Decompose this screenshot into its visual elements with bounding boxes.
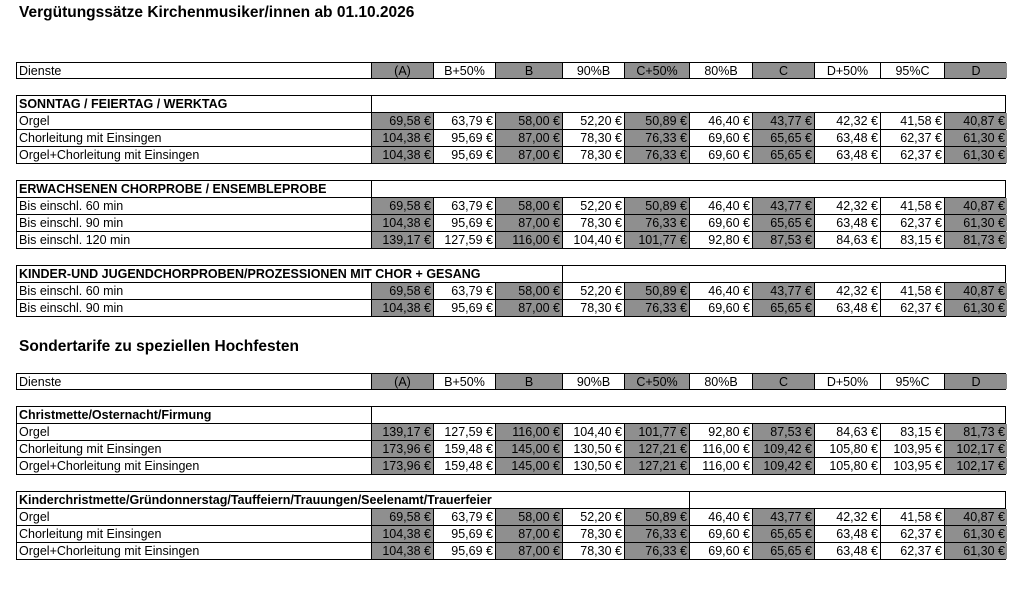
rate-cell: 43,77 € bbox=[753, 283, 815, 299]
rate-cell: 69,58 € bbox=[372, 283, 434, 299]
rate-cell: 159,48 € bbox=[434, 441, 496, 457]
rate-cell: 84,63 € bbox=[815, 424, 881, 440]
rate-cell: 104,40 € bbox=[563, 232, 625, 248]
rate-cell: 109,42 € bbox=[753, 441, 815, 457]
rate-cell: 87,00 € bbox=[496, 526, 563, 542]
table1-header-col-9: 95%C bbox=[881, 63, 945, 78]
rate-cell: 63,79 € bbox=[434, 509, 496, 525]
row-label: Chorleitung mit Einsingen bbox=[17, 130, 372, 146]
rate-cell: 130,50 € bbox=[563, 441, 625, 457]
table-row bbox=[16, 198, 1006, 215]
row-label: Orgel bbox=[17, 509, 372, 525]
table1-header-col-10: D bbox=[945, 63, 1007, 78]
rate-cell: 78,30 € bbox=[563, 300, 625, 316]
rate-cell: 95,69 € bbox=[434, 130, 496, 146]
table1-header-row bbox=[16, 62, 1006, 79]
rate-cell: 127,21 € bbox=[625, 441, 690, 457]
rate-cell: 83,15 € bbox=[881, 232, 945, 248]
rate-cell: 87,53 € bbox=[753, 424, 815, 440]
rate-cell: 41,58 € bbox=[881, 509, 945, 525]
table2-header-col-5: C+50% bbox=[625, 374, 690, 389]
rate-cell: 43,77 € bbox=[753, 509, 815, 525]
table-row bbox=[16, 424, 1006, 441]
rate-cell: 42,32 € bbox=[815, 283, 881, 299]
rate-cell: 58,00 € bbox=[496, 509, 563, 525]
rate-cell: 41,58 € bbox=[881, 283, 945, 299]
rate-cell: 81,73 € bbox=[945, 424, 1007, 440]
rate-cell: 145,00 € bbox=[496, 458, 563, 474]
table2-header-col-6: 80%B bbox=[690, 374, 753, 389]
table2-header-col-8: D+50% bbox=[815, 374, 881, 389]
rate-cell: 52,20 € bbox=[563, 509, 625, 525]
rate-cell: 40,87 € bbox=[945, 283, 1007, 299]
rate-cell: 69,60 € bbox=[690, 147, 753, 163]
table1-1-section-title: SONNTAG / FEIERTAG / WERKTAG bbox=[17, 96, 372, 112]
rate-cell: 65,65 € bbox=[753, 543, 815, 559]
rate-cell: 46,40 € bbox=[690, 283, 753, 299]
rate-cell: 63,79 € bbox=[434, 113, 496, 129]
rate-cell: 109,42 € bbox=[753, 458, 815, 474]
rate-cell: 87,53 € bbox=[753, 232, 815, 248]
rate-cell: 92,80 € bbox=[690, 424, 753, 440]
table2-header-col-9: 95%C bbox=[881, 374, 945, 389]
rate-cell: 50,89 € bbox=[625, 198, 690, 214]
rate-cell: 61,30 € bbox=[945, 526, 1007, 542]
rate-cell: 101,77 € bbox=[625, 424, 690, 440]
section-subtitle: Sondertarife zu speziellen Hochfesten bbox=[19, 338, 299, 355]
rate-cell: 105,80 € bbox=[815, 458, 881, 474]
table-row bbox=[16, 232, 1006, 249]
rate-cell: 69,60 € bbox=[690, 526, 753, 542]
table2-header-col-3: B bbox=[496, 374, 563, 389]
row-label: Orgel bbox=[17, 424, 372, 440]
rate-cell: 127,21 € bbox=[625, 458, 690, 474]
rate-cell: 69,58 € bbox=[372, 113, 434, 129]
table1-3-section-title-row bbox=[16, 265, 1006, 283]
rate-cell: 58,00 € bbox=[496, 283, 563, 299]
rate-cell: 69,58 € bbox=[372, 509, 434, 525]
table2-header-col-4: 90%B bbox=[563, 374, 625, 389]
rate-cell: 95,69 € bbox=[434, 300, 496, 316]
rate-cell: 76,33 € bbox=[625, 543, 690, 559]
rate-cell: 130,50 € bbox=[563, 458, 625, 474]
table1-header-col-6: 80%B bbox=[690, 63, 753, 78]
table1-header-col-7: C bbox=[753, 63, 815, 78]
rate-cell: 50,89 € bbox=[625, 113, 690, 129]
rate-cell: 173,96 € bbox=[372, 441, 434, 457]
rate-cell: 87,00 € bbox=[496, 147, 563, 163]
rate-cell: 63,79 € bbox=[434, 198, 496, 214]
rate-cell: 145,00 € bbox=[496, 441, 563, 457]
row-label: Orgel+Chorleitung mit Einsingen bbox=[17, 543, 372, 559]
table-row bbox=[16, 300, 1006, 317]
rate-cell: 173,96 € bbox=[372, 458, 434, 474]
rate-cell: 63,48 € bbox=[815, 215, 881, 231]
rate-cell: 65,65 € bbox=[753, 300, 815, 316]
rate-cell: 62,37 € bbox=[881, 300, 945, 316]
rate-cell: 58,00 € bbox=[496, 113, 563, 129]
rate-cell: 92,80 € bbox=[690, 232, 753, 248]
rate-cell: 87,00 € bbox=[496, 543, 563, 559]
rate-cell: 40,87 € bbox=[945, 509, 1007, 525]
table-row bbox=[16, 147, 1006, 164]
rate-cell: 78,30 € bbox=[563, 526, 625, 542]
rate-cell: 104,38 € bbox=[372, 147, 434, 163]
rate-cell: 61,30 € bbox=[945, 300, 1007, 316]
rate-cell: 63,48 € bbox=[815, 130, 881, 146]
row-label: Bis einschl. 60 min bbox=[17, 283, 372, 299]
rate-cell: 62,37 € bbox=[881, 526, 945, 542]
page-title: Vergütungssätze Kirchenmusiker/innen ab 01.10.2026 bbox=[19, 4, 415, 21]
rate-cell: 84,63 € bbox=[815, 232, 881, 248]
table-row bbox=[16, 215, 1006, 232]
row-label: Orgel+Chorleitung mit Einsingen bbox=[17, 147, 372, 163]
table1-header-col-5: C+50% bbox=[625, 63, 690, 78]
rate-cell: 63,48 € bbox=[815, 147, 881, 163]
table-row bbox=[16, 441, 1006, 458]
rate-cell: 78,30 € bbox=[563, 215, 625, 231]
row-label: Bis einschl. 90 min bbox=[17, 215, 372, 231]
table2-header-col-7: C bbox=[753, 374, 815, 389]
table-row bbox=[16, 458, 1006, 475]
rate-cell: 103,95 € bbox=[881, 458, 945, 474]
rate-cell: 95,69 € bbox=[434, 543, 496, 559]
rate-cell: 63,48 € bbox=[815, 526, 881, 542]
rate-cell: 43,77 € bbox=[753, 113, 815, 129]
rate-cell: 81,73 € bbox=[945, 232, 1007, 248]
row-label: Orgel bbox=[17, 113, 372, 129]
rate-cell: 127,59 € bbox=[434, 232, 496, 248]
rate-cell: 65,65 € bbox=[753, 147, 815, 163]
table-row bbox=[16, 113, 1006, 130]
rate-cell: 116,00 € bbox=[496, 232, 563, 248]
rate-cell: 139,17 € bbox=[372, 424, 434, 440]
row-label: Orgel+Chorleitung mit Einsingen bbox=[17, 458, 372, 474]
rate-cell: 63,48 € bbox=[815, 543, 881, 559]
table1-header-col-1: (A) bbox=[372, 63, 434, 78]
rate-cell: 40,87 € bbox=[945, 198, 1007, 214]
rate-cell: 76,33 € bbox=[625, 215, 690, 231]
table2-header-label: Dienste bbox=[17, 374, 372, 389]
rate-cell: 41,58 € bbox=[881, 198, 945, 214]
rate-cell: 46,40 € bbox=[690, 198, 753, 214]
table1-2-section-title-row bbox=[16, 180, 1006, 198]
table2-1-section-title: Christmette/Osternacht/Firmung bbox=[17, 407, 372, 423]
rate-cell: 95,69 € bbox=[434, 526, 496, 542]
rate-cell: 104,38 € bbox=[372, 526, 434, 542]
rate-cell: 65,65 € bbox=[753, 130, 815, 146]
rate-cell: 76,33 € bbox=[625, 526, 690, 542]
rate-cell: 69,60 € bbox=[690, 300, 753, 316]
rate-cell: 69,60 € bbox=[690, 543, 753, 559]
row-label: Bis einschl. 60 min bbox=[17, 198, 372, 214]
rate-cell: 61,30 € bbox=[945, 130, 1007, 146]
rate-cell: 87,00 € bbox=[496, 130, 563, 146]
rate-cell: 65,65 € bbox=[753, 215, 815, 231]
rate-cell: 159,48 € bbox=[434, 458, 496, 474]
rate-cell: 52,20 € bbox=[563, 283, 625, 299]
rate-cell: 78,30 € bbox=[563, 147, 625, 163]
table1-header-col-2: B+50% bbox=[434, 63, 496, 78]
rate-cell: 42,32 € bbox=[815, 113, 881, 129]
rate-cell: 58,00 € bbox=[496, 198, 563, 214]
rate-cell: 62,37 € bbox=[881, 215, 945, 231]
rate-cell: 62,37 € bbox=[881, 130, 945, 146]
rate-cell: 87,00 € bbox=[496, 215, 563, 231]
table1-1-section-title-row bbox=[16, 95, 1006, 113]
rate-cell: 42,32 € bbox=[815, 509, 881, 525]
table-row bbox=[16, 526, 1006, 543]
table2-2-section-title-row bbox=[16, 491, 1006, 509]
table2-2-section-title: Kinderchristmette/Gründonnerstag/Tauffeiern/Trauungen/Seelenamt/Trauerfeier bbox=[17, 492, 690, 508]
rate-cell: 116,00 € bbox=[690, 458, 753, 474]
rate-cell: 69,60 € bbox=[690, 215, 753, 231]
rate-cell: 78,30 € bbox=[563, 130, 625, 146]
table1-header-label: Dienste bbox=[17, 63, 372, 78]
rate-cell: 61,30 € bbox=[945, 543, 1007, 559]
table-row bbox=[16, 509, 1006, 526]
rate-cell: 43,77 € bbox=[753, 198, 815, 214]
rate-cell: 40,87 € bbox=[945, 113, 1007, 129]
rate-cell: 50,89 € bbox=[625, 283, 690, 299]
table-row bbox=[16, 283, 1006, 300]
rate-cell: 61,30 € bbox=[945, 147, 1007, 163]
rate-cell: 95,69 € bbox=[434, 215, 496, 231]
rate-cell: 87,00 € bbox=[496, 300, 563, 316]
row-label: Chorleitung mit Einsingen bbox=[17, 441, 372, 457]
rate-cell: 95,69 € bbox=[434, 147, 496, 163]
table1-header-col-4: 90%B bbox=[563, 63, 625, 78]
row-label: Chorleitung mit Einsingen bbox=[17, 526, 372, 542]
table2-header-col-1: (A) bbox=[372, 374, 434, 389]
rate-cell: 102,17 € bbox=[945, 458, 1007, 474]
rate-cell: 61,30 € bbox=[945, 215, 1007, 231]
rate-cell: 116,00 € bbox=[496, 424, 563, 440]
rate-cell: 105,80 € bbox=[815, 441, 881, 457]
rate-cell: 104,38 € bbox=[372, 130, 434, 146]
rate-cell: 52,20 € bbox=[563, 113, 625, 129]
rate-cell: 41,58 € bbox=[881, 113, 945, 129]
table2-header-col-2: B+50% bbox=[434, 374, 496, 389]
table-row bbox=[16, 543, 1006, 560]
rate-cell: 76,33 € bbox=[625, 147, 690, 163]
rate-cell: 101,77 € bbox=[625, 232, 690, 248]
rate-cell: 104,38 € bbox=[372, 543, 434, 559]
table2-1-section-title-row bbox=[16, 406, 1006, 424]
rate-cell: 65,65 € bbox=[753, 526, 815, 542]
rate-cell: 104,38 € bbox=[372, 300, 434, 316]
rate-cell: 69,60 € bbox=[690, 130, 753, 146]
rate-cell: 63,79 € bbox=[434, 283, 496, 299]
rate-cell: 76,33 € bbox=[625, 300, 690, 316]
rate-cell: 102,17 € bbox=[945, 441, 1007, 457]
rate-cell: 76,33 € bbox=[625, 130, 690, 146]
rate-cell: 83,15 € bbox=[881, 424, 945, 440]
rate-cell: 52,20 € bbox=[563, 198, 625, 214]
rate-cell: 62,37 € bbox=[881, 147, 945, 163]
rate-cell: 127,59 € bbox=[434, 424, 496, 440]
rate-cell: 50,89 € bbox=[625, 509, 690, 525]
rate-cell: 46,40 € bbox=[690, 113, 753, 129]
table1-header-col-8: D+50% bbox=[815, 63, 881, 78]
rate-cell: 46,40 € bbox=[690, 509, 753, 525]
rate-cell: 78,30 € bbox=[563, 543, 625, 559]
table2-header-row bbox=[16, 373, 1006, 390]
rate-cell: 139,17 € bbox=[372, 232, 434, 248]
table1-3-section-title: KINDER-UND JUGENDCHORPROBEN/PROZESSIONEN MIT CHOR + GESANG bbox=[17, 266, 563, 282]
row-label: Bis einschl. 120 min bbox=[17, 232, 372, 248]
rate-cell: 42,32 € bbox=[815, 198, 881, 214]
rate-cell: 104,38 € bbox=[372, 215, 434, 231]
rate-cell: 103,95 € bbox=[881, 441, 945, 457]
row-label: Bis einschl. 90 min bbox=[17, 300, 372, 316]
rate-cell: 69,58 € bbox=[372, 198, 434, 214]
rate-cell: 104,40 € bbox=[563, 424, 625, 440]
table-row bbox=[16, 130, 1006, 147]
table1-2-section-title: ERWACHSENEN CHORPROBE / ENSEMBLEPROBE bbox=[17, 181, 372, 197]
rate-cell: 63,48 € bbox=[815, 300, 881, 316]
table2-header-col-10: D bbox=[945, 374, 1007, 389]
rate-cell: 116,00 € bbox=[690, 441, 753, 457]
rate-cell: 62,37 € bbox=[881, 543, 945, 559]
table1-header-col-3: B bbox=[496, 63, 563, 78]
